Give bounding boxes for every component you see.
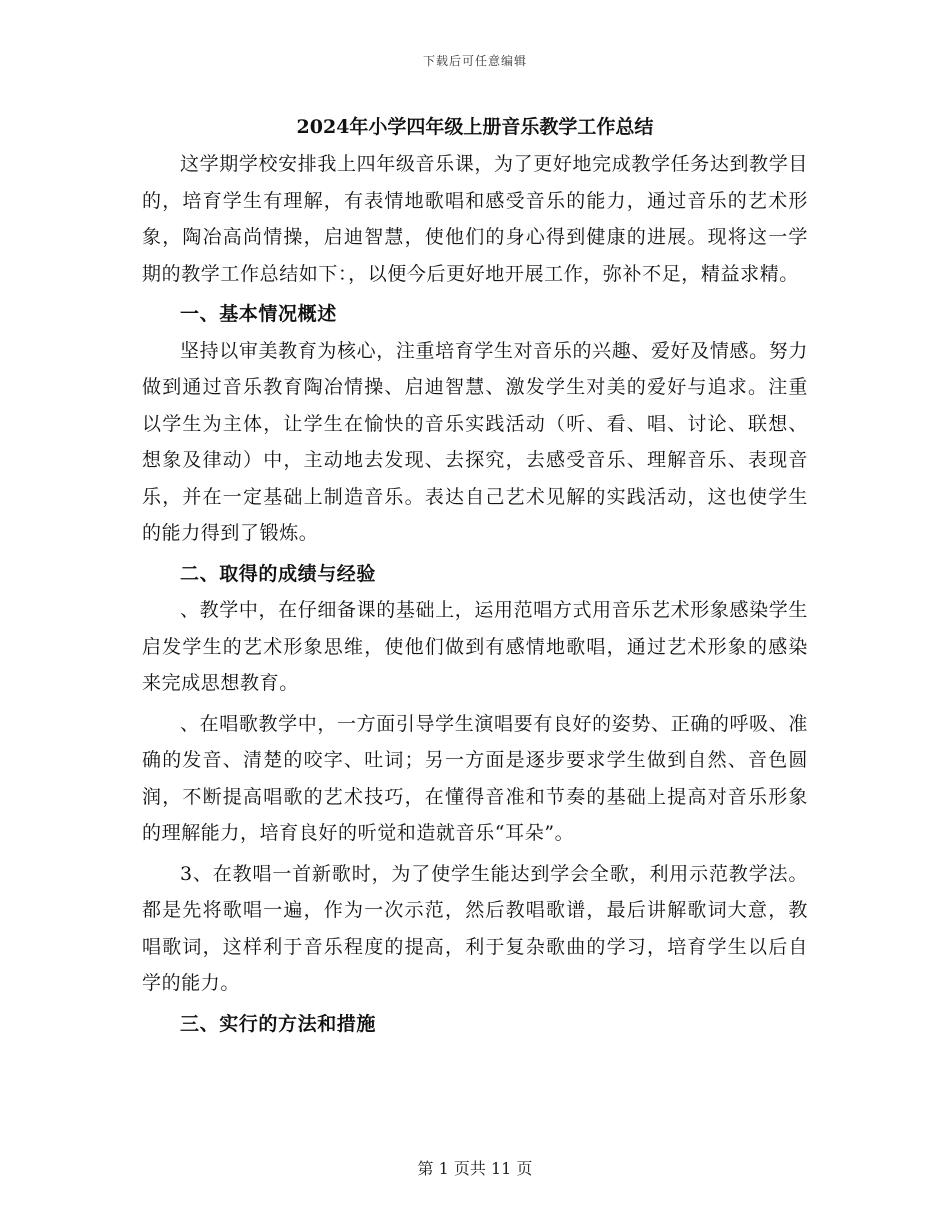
section-2-paragraph-1: 、教学中，在仔细备课的基础上，运用范唱方式用音乐艺术形象感染学生启发学生的艺术形象思维，使他们做到有感情地歌唱，通过艺术形象的感染来完成思想教育。: [142, 599, 808, 694]
page-title: 2024年小学四年级上册音乐教学工作总结: [296, 116, 654, 138]
section-heading-3: 三、实行的方法和措施: [180, 1012, 377, 1035]
header-note: 下载后可任意编辑: [422, 54, 527, 68]
section-2-paragraph-2: 、在唱歌教学中，一方面引导学生演唱要有良好的姿势、正确的呼吸、准确的发音、清楚的咬字、吐词；另一方面是逐步要求学生做到自然、音色圆润，不断提高唱歌的艺术技巧，在懂得音准和节奏的基础上提高对音乐形象的理解能力，培育良好的听觉和造就音乐“耳朵”。: [142, 712, 808, 844]
section-1-paragraph: 坚持以审美教育为核心，注重培育学生对音乐的兴趣、爱好及情感。努力做到通过音乐教育陶冶情操、启迪智慧、激发学生对美的爱好与追求。注重以学生为主体，让学生在愉快的音乐实践活动（听、看、唱、讨论、联想、想象及律动）中，主动地去发现、去探究，去感受音乐、理解音乐、表现音乐，并在一定基础上制造音乐。表达自己艺术见解的实践活动，这也使学生的能力得到了锻炼。: [142, 339, 808, 544]
page-footer: 第 1 页共 11 页: [417, 1159, 533, 1178]
section-2-paragraph-3: 3、在教唱一首新歌时，为了使学生能达到学会全歌，利用示范教学法。都是先将歌唱一遍，作为一次示范，然后教唱歌谱，最后讲解歌词大意，教唱歌词，这样利于音乐程度的提高，利于复杂歌曲的学习，培育学生以后自学的能力。: [142, 862, 808, 994]
section-heading-1: 一、基本情况概述: [180, 303, 337, 325]
document-body: [142, 146, 808, 1042]
intro-paragraph: 这学期学校安排我上四年级音乐课，为了更好地完成教学任务达到教学目的，培育学生有理解，有表情地歌唱和感受音乐的能力，通过音乐的艺术形象，陶冶高尚情操，启迪智慧，使他们的身心得到健康的进展。现将这一学期的教学工作总结如下：，以便今后更好地开展工作，弥补不足，精益求精。: [142, 153, 808, 285]
section-heading-2: 二、取得的成绩与经验: [180, 562, 377, 585]
